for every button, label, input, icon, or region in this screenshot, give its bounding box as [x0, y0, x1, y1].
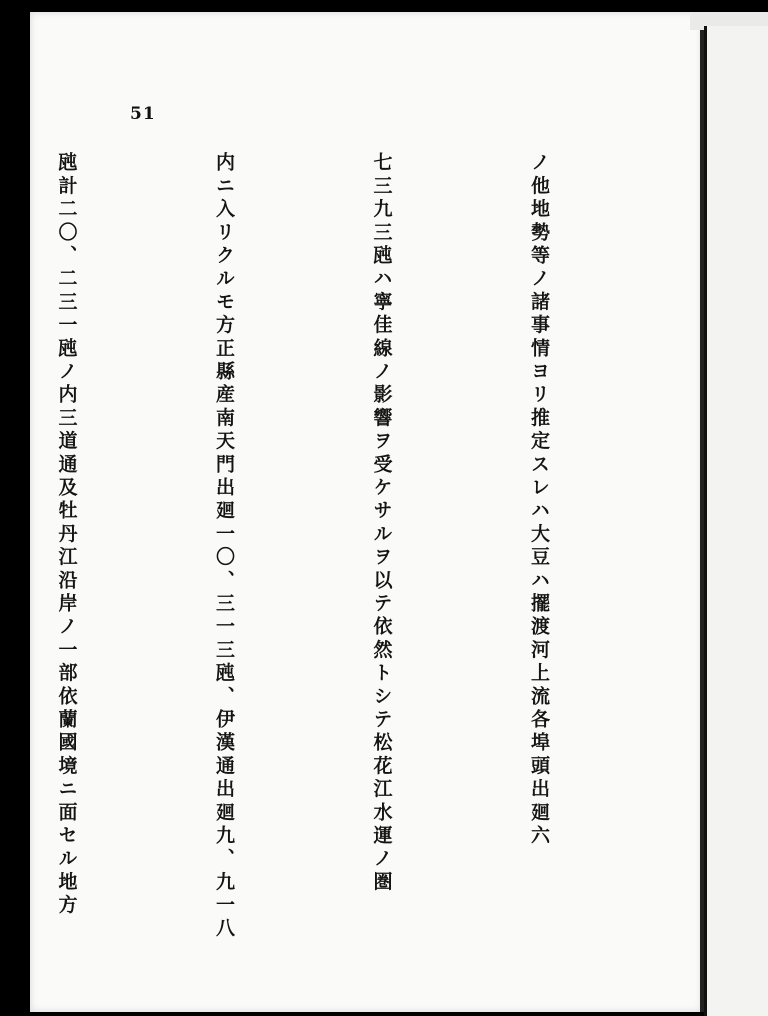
- text-column: 七三九三瓲ハ寧佳線ノ影響ヲ受ケサルヲ以テ依然トシテ松花江水運ノ圏: [370, 152, 393, 895]
- text-column: 瓲計二〇、二三一瓲ノ内三道通及牡丹江沿岸ノ一部依蘭國境ニ面セル地方: [55, 152, 78, 918]
- body-text: [0, 152, 670, 982]
- page-number: 51: [130, 104, 156, 124]
- text-column: 内ニ入リクルモ方正縣産南天門出廻一〇、三一三瓲、伊漢通出廻九、九一八: [213, 152, 235, 941]
- facing-page-strip: [704, 26, 768, 1016]
- text-column: ノ他地勢等ノ諸事情ヨリ推定スレハ大豆ハ擺渡河上流各埠頭出廻六: [528, 152, 550, 848]
